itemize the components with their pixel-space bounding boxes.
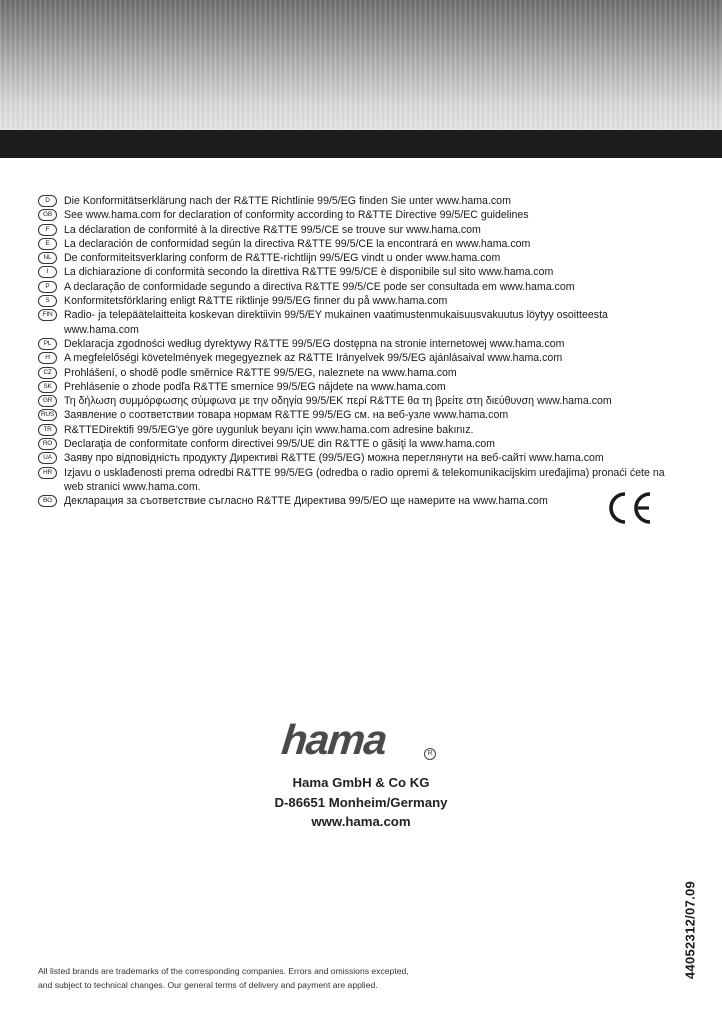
declaration-row <box>38 208 668 222</box>
article-number: 44052312/07.09 <box>682 880 698 980</box>
declaration-row <box>38 237 668 251</box>
hama-logo <box>279 716 442 764</box>
declaration-text: Prohlášení, o shodě podle směrnice R&TTE 99/5/EG, naleznete na www.hama.com <box>64 366 457 379</box>
declaration-text: Prehlásenie o zhode podľa R&TTE smernice 99/5/EG nájdete na www.hama.com <box>64 380 446 393</box>
declaration-text: Izjavu o usklađenosti prema odredbi R&TTE 99/5/EG (odredba o radio opremi & telekomunikacijskim uređajima) pronaći ćete na web stranici www.hama.com. <box>64 466 665 493</box>
declaration-text: A declaração de conformidade segundo a directiva R&TTE 99/5/CE pode ser consultada em www.hama.com <box>64 280 575 293</box>
company-name: Hama GmbH & Co KG <box>292 775 430 790</box>
declaration-row <box>38 408 668 422</box>
declaration-text: La declaración de conformidad según la directiva R&TTE 99/5/CE la encontrará en www.hama.com <box>64 237 531 250</box>
header-black-band <box>0 130 722 158</box>
country-code-badge: RO <box>38 438 57 450</box>
declaration-row <box>38 366 668 380</box>
conformity-declarations-list <box>38 194 668 509</box>
declaration-text: De conformiteitsverklaring conform de R&TTE-richtlijn 99/5/EG vindt u onder www.hama.com <box>64 252 501 265</box>
declaration-text: Deklaracja zgodności według dyrektywy R&TTE 99/5/EG dostępna na stronie internetowej www.hama.com <box>64 337 565 350</box>
ce-mark-icon <box>604 490 656 526</box>
declaration-text: Декларация за съответствие съгласно R&TTE Директива 99/5/EO ще намерите на www.hama.com <box>64 495 548 508</box>
declaration-text: Заявление о соответствии товара нормам R&TTE 99/5/EG см. на веб-узле www.hama.com <box>64 409 509 422</box>
country-code-badge: CZ <box>38 367 57 379</box>
declaration-row <box>38 494 668 508</box>
footer-disclaimer-line-1: All listed brands are trademarks of the corresponding companies. Errors and omissions excepted, <box>38 966 409 976</box>
footer-disclaimer <box>38 965 478 992</box>
country-code-badge: NL <box>38 252 57 264</box>
declaration-row <box>38 265 668 279</box>
country-code-badge: BG <box>38 495 57 507</box>
registered-trademark-icon: R <box>424 748 436 760</box>
country-code-badge: HR <box>38 467 57 479</box>
declaration-text: La dichiarazione di conformità secondo la direttiva R&TTE 99/5/CE è disponibile sul sito www.hama.com <box>64 266 554 279</box>
declaration-text: La déclaration de conformité à la directive R&TTE 99/5/CE se trouve sur www.hama.com <box>64 223 481 236</box>
declaration-row <box>38 423 668 437</box>
country-code-badge: D <box>38 195 57 207</box>
declaration-row <box>38 223 668 237</box>
declaration-text: A megfelelőségi követelmények megegyeznek az R&TTE Irányelvek 99/5/EG ajánlásaival www.hama.com <box>64 352 563 365</box>
declaration-row <box>38 437 668 451</box>
company-website: www.hama.com <box>311 814 411 830</box>
declaration-text: Заяву про відповідність продукту Директиві R&TTE (99/5/EG) можна переглянути на веб-сайті www.hama.com <box>64 452 604 465</box>
country-code-badge: TR <box>38 424 57 436</box>
hama-logo-wordmark: hama <box>279 716 389 763</box>
declaration-row <box>38 308 668 337</box>
declaration-row <box>38 394 668 408</box>
declaration-text: R&TTEDirektifi 99/5/EG'ye göre uygunluk beyanı için www.hama.com adresine bakınız. <box>64 423 474 436</box>
declaration-text: Radio- ja telepäätelaitteita koskevan direktiivin 99/5/EY mukainen vaatimustenmukaisuusvakuutus löytyy osoitteesta www.hama.com <box>64 309 608 336</box>
footer-disclaimer-line-2: and subject to technical changes. Our general terms of delivery and payment are applied. <box>38 979 378 990</box>
country-code-badge: E <box>38 238 57 250</box>
country-code-badge: RUS <box>38 409 57 421</box>
declaration-row <box>38 280 668 294</box>
country-code-badge: UA <box>38 452 57 464</box>
company-address: D-86651 Monheim/Germany <box>274 794 448 810</box>
declaration-text: See www.hama.com for declaration of conformity according to R&TTE Directive 99/5/EC guidelines <box>64 209 529 222</box>
declaration-row <box>38 337 668 351</box>
country-code-badge: H <box>38 352 57 364</box>
declaration-text: Declaraţia de conformitate conform directivei 99/5/UE din R&TTE o găsiţi la www.hama.com <box>64 438 495 451</box>
declaration-text: Konformitetsförklaring enligt R&TTE riktlinje 99/5/EG finner du på www.hama.com <box>64 295 448 308</box>
declaration-text: Die Konformitätserklärung nach der R&TTE Richtlinie 99/5/EG finden Sie unter www.hama.com <box>64 195 511 207</box>
declaration-row <box>38 251 668 265</box>
declaration-row <box>38 194 668 208</box>
country-code-badge: S <box>38 295 57 307</box>
declaration-row <box>38 451 668 465</box>
declaration-row <box>38 294 668 308</box>
declaration-row <box>38 351 668 365</box>
brushed-metal-banner <box>0 0 722 130</box>
country-code-badge: P <box>38 281 57 293</box>
country-code-badge: SK <box>38 381 57 393</box>
declaration-row <box>38 380 668 394</box>
declaration-row <box>38 466 668 495</box>
country-code-badge: GR <box>38 395 57 407</box>
company-address-block <box>211 773 511 832</box>
country-code-badge: PL <box>38 338 57 350</box>
country-code-badge: F <box>38 224 57 236</box>
country-code-badge: I <box>38 266 57 278</box>
country-code-badge: GB <box>38 209 57 221</box>
country-code-badge: FIN <box>38 309 57 321</box>
declaration-text: Τη δήλωση συμμόρφωσης σύμφωνα με την οδηγία 99/5/ΕΚ περί R&TTE θα τη βρείτε στη διεύθυνση www.hama.com <box>64 395 612 408</box>
